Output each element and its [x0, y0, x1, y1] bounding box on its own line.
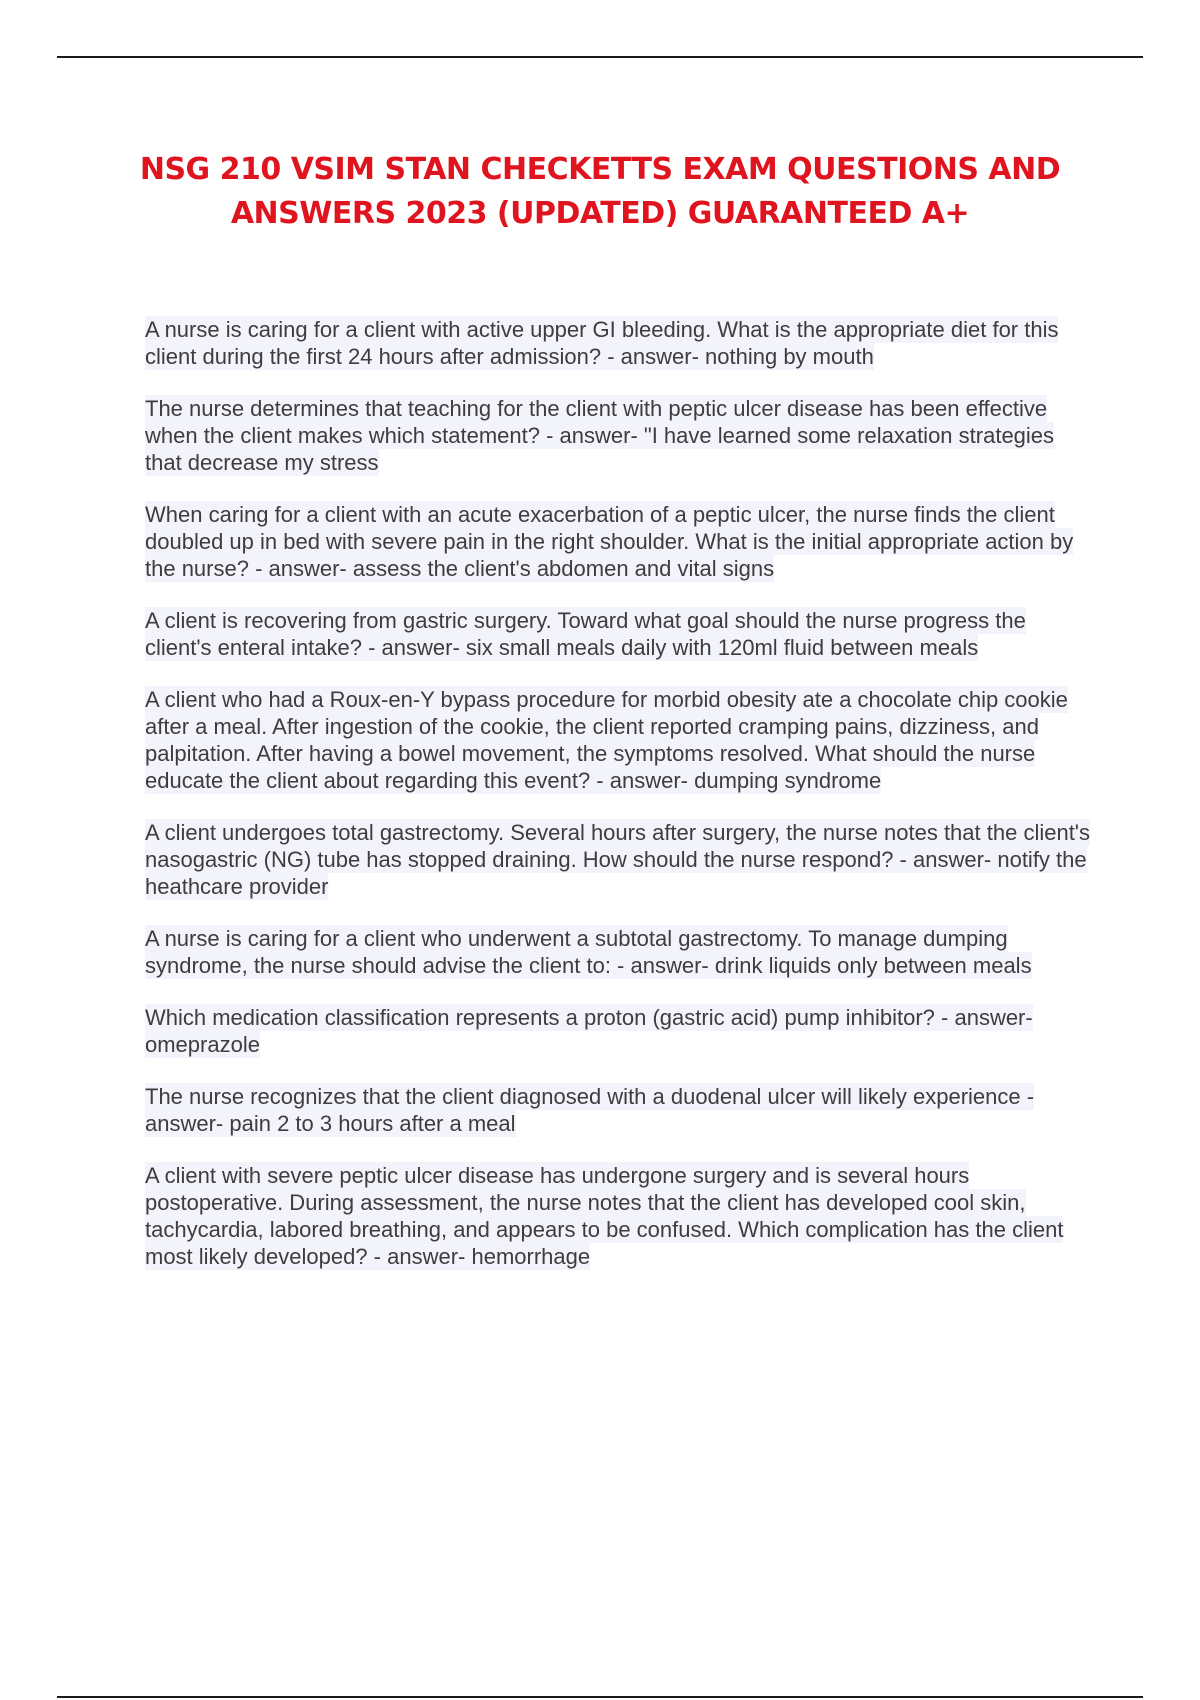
qa-item — [145, 501, 1095, 582]
qa-text: A client who had a Roux-en-Y bypass procedure for morbid obesity ate a chocolate chip cookie after a meal. After ingestion of the cookie, the client reported cramping pains, dizziness, and palpitation. After having a bowel movement, the symptoms resolved. What should the nurse educate the client about regarding this event? - answer- dumping syndrome — [145, 687, 1068, 793]
top-rule — [57, 56, 1143, 58]
qa-item — [145, 819, 1095, 900]
document-title — [100, 148, 1100, 236]
qa-list — [145, 316, 1095, 1295]
qa-text: A client with severe peptic ulcer disease has undergone surgery and is several hours postoperative. During assessment, the nurse notes that the client has developed cool skin, tachycardia, labored breathing, and appears to be confused. Which complication has the client most likely developed? - answer- hemorrhage — [145, 1163, 1064, 1269]
qa-text: Which medication classification represents a proton (gastric acid) pump inhibitor? - answer- omeprazole — [145, 1005, 1033, 1057]
qa-item — [145, 607, 1095, 661]
qa-text: The nurse determines that teaching for the client with peptic ulcer disease has been effective when the client makes which statement? - answer- "I have learned some relaxation strategies that decrease my stress — [145, 396, 1055, 475]
qa-text: The nurse recognizes that the client diagnosed with a duodenal ulcer will likely experience - answer- pain 2 to 3 hours after a meal — [145, 1084, 1035, 1136]
qa-text: When caring for a client with an acute exacerbation of a peptic ulcer, the nurse finds the client doubled up in bed with severe pain in the right shoulder. What is the initial appropriate action by the nurse? - answer- assess the client's abdomen and vital signs — [145, 502, 1074, 581]
qa-item — [145, 1004, 1095, 1058]
qa-text: A client undergoes total gastrectomy. Several hours after surgery, the nurse notes that the client's nasogastric (NG) tube has stopped draining. How should the nurse respond? - answer- notify the heathcare provider — [145, 820, 1091, 899]
qa-item — [145, 925, 1095, 979]
title-line-1: NSG 210 VSIM STAN CHECKETTS EXAM QUESTIONS AND — [139, 152, 1061, 187]
qa-item — [145, 395, 1095, 476]
qa-text: A nurse is caring for a client who underwent a subtotal gastrectomy. To manage dumping syndrome, the nurse should advise the client to: - answer- drink liquids only between meals — [145, 926, 1032, 978]
bottom-rule — [57, 1696, 1143, 1698]
qa-item — [145, 686, 1095, 794]
qa-text: A nurse is caring for a client with active upper GI bleeding. What is the appropriate diet for this client during the first 24 hours after admission? - answer- nothing by mouth — [145, 317, 1059, 369]
qa-item — [145, 316, 1095, 370]
qa-item — [145, 1083, 1095, 1137]
title-line-2: ANSWERS 2023 (UPDATED) GUARANTEED A+ — [230, 196, 970, 231]
qa-item — [145, 1162, 1095, 1270]
qa-text: A client is recovering from gastric surgery. Toward what goal should the nurse progress the client's enteral intake? - answer- six small meals daily with 120ml fluid between meals — [145, 608, 1026, 660]
